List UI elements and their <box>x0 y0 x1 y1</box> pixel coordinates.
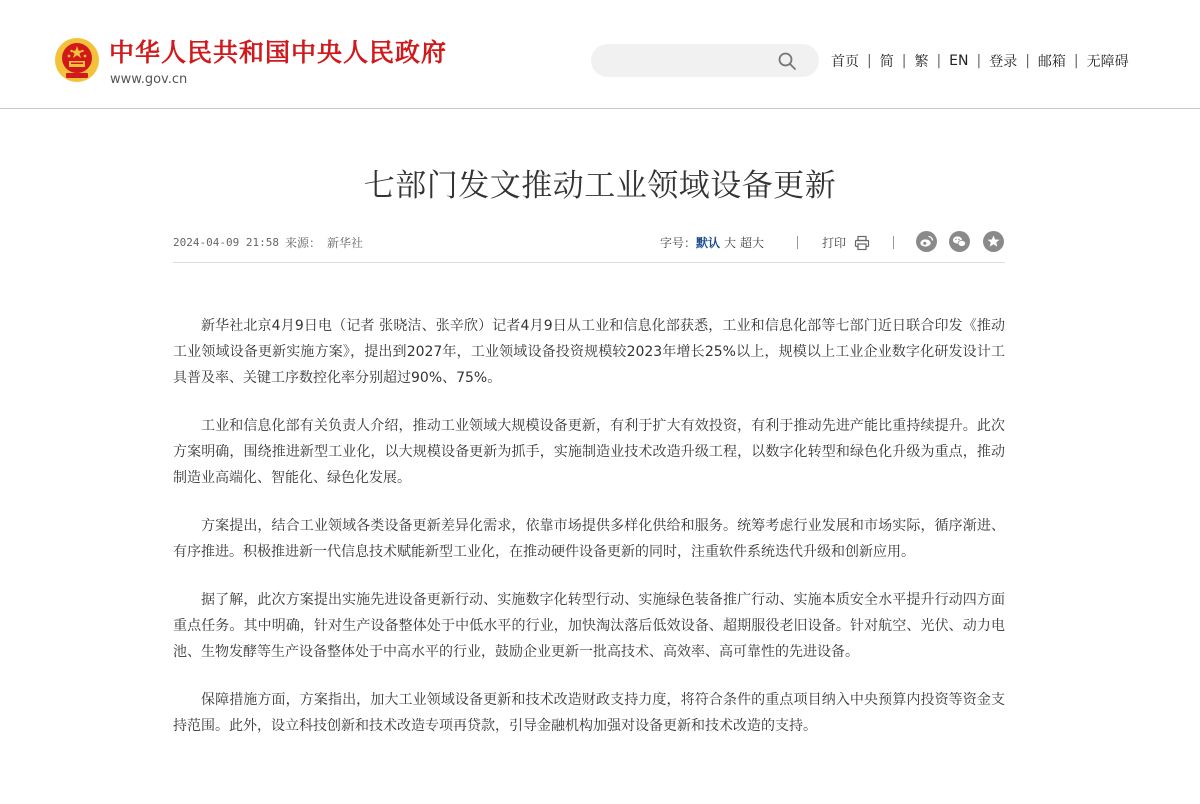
source-name: 新华社 <box>327 236 364 250</box>
nav-separator: | <box>1073 53 1079 69</box>
article-paragraph: 方案提出，结合工业领域各类设备更新差异化需求，依靠市场提供多样化供给和服务。统筹考虑行业发展和市场实际，循序渐进、有序推进。积极推进新一代信息技术赋能新型工业化，在推动硬件设备更新的同时，注重软件系统迭代升级和创新应用。 <box>173 518 1005 560</box>
search-input[interactable] <box>605 44 775 77</box>
nav-home[interactable]: 首页 <box>831 54 859 70</box>
nav-separator: | <box>901 53 907 69</box>
font-size-control <box>660 235 764 251</box>
nav-login[interactable]: 登录 <box>989 54 1018 70</box>
nav-traditional[interactable]: 繁 <box>914 54 929 70</box>
nav-separator: | <box>1025 53 1030 69</box>
nav-simplified[interactable]: 简 <box>879 54 894 70</box>
printer-icon[interactable] <box>854 235 870 251</box>
site-name[interactable]: 中华人民共和国中央人民政府 <box>109 38 448 67</box>
national-emblem-icon[interactable] <box>54 37 100 83</box>
print-button[interactable]: 打印 <box>822 236 847 250</box>
article-paragraph: 新华社北京4月9日电（记者 张晓洁、张辛欣）记者4月9日从工业和信息化部获悉，工业和信息化部等七部门近日联合印发《推动工业领域设备更新实施方案》，提出到2027年，工业领域设备投资规模较2023年增长25%以上，规模以上工业企业数字化研发设计工具普及率、关键工序数控化率分别超过90%、75%。 <box>173 318 1005 386</box>
publish-date: 2024-04-09 21:58 <box>173 236 279 249</box>
top-nav <box>831 51 1129 71</box>
meta-divider <box>797 236 798 249</box>
font-size-xlarge[interactable]: 超大 <box>740 236 765 250</box>
favorite-icon[interactable] <box>983 231 1004 252</box>
article-title: 七部门发文推动工业领域设备更新 <box>363 168 837 204</box>
search-icon[interactable] <box>777 51 797 71</box>
font-size-label: 字号： <box>660 236 697 250</box>
font-size-default[interactable]: 默认 <box>696 236 721 250</box>
nav-separator: | <box>936 53 942 69</box>
nav-separator: | <box>867 53 872 69</box>
nav-separator: | <box>976 53 982 69</box>
nav-english[interactable]: EN <box>949 53 969 69</box>
meta-divider <box>893 236 894 249</box>
nav-accessibility[interactable]: 无障碍 <box>1086 54 1129 70</box>
article-paragraph: 保障措施方面，方案指出，加大工业领域设备更新和技术改造财政支持力度，将符合条件的重点项目纳入中央预算内投资等资金支持范围。此外，设立科技创新和技术改造专项再贷款，引导金融机构加强对设备更新和技术改造的支持。 <box>173 692 1005 734</box>
site-url[interactable]: www.gov.cn <box>110 72 188 87</box>
article-meta <box>173 226 1005 263</box>
source-label: 来源： <box>285 236 322 250</box>
wechat-icon[interactable] <box>949 231 970 252</box>
weibo-icon[interactable] <box>916 231 937 252</box>
font-size-large[interactable]: 大 <box>724 236 737 250</box>
nav-mailbox[interactable]: 邮箱 <box>1037 54 1066 70</box>
site-header <box>0 0 1200 109</box>
article-paragraph: 据了解，此次方案提出实施先进设备更新行动、实施数字化转型行动、实施绿色装备推广行动、实施本质安全水平提升行动四方面重点任务。其中明确，针对生产设备整体处于中低水平的行业，加快淘汰落后低效设备、超期服役老旧设备。针对航空、光伏、动力电池、生物发酵等生产设备整体处于中高水平的行业，鼓励企业更新一批高技术、高效率、高可靠性的先进设备。 <box>173 592 1005 660</box>
article-paragraph: 工业和信息化部有关负责人介绍，推动工业领域大规模设备更新，有利于扩大有效投资，有利于推动先进产能比重持续提升。此次方案明确，围绕推进新型工业化，以大规模设备更新为抓手，实施制造业技术改造升级工程，以数字化转型和绿色化升级为重点，推动制造业高端化、智能化、绿色化发展。 <box>173 418 1005 486</box>
search-box <box>591 44 819 77</box>
article-body <box>173 313 1005 761</box>
